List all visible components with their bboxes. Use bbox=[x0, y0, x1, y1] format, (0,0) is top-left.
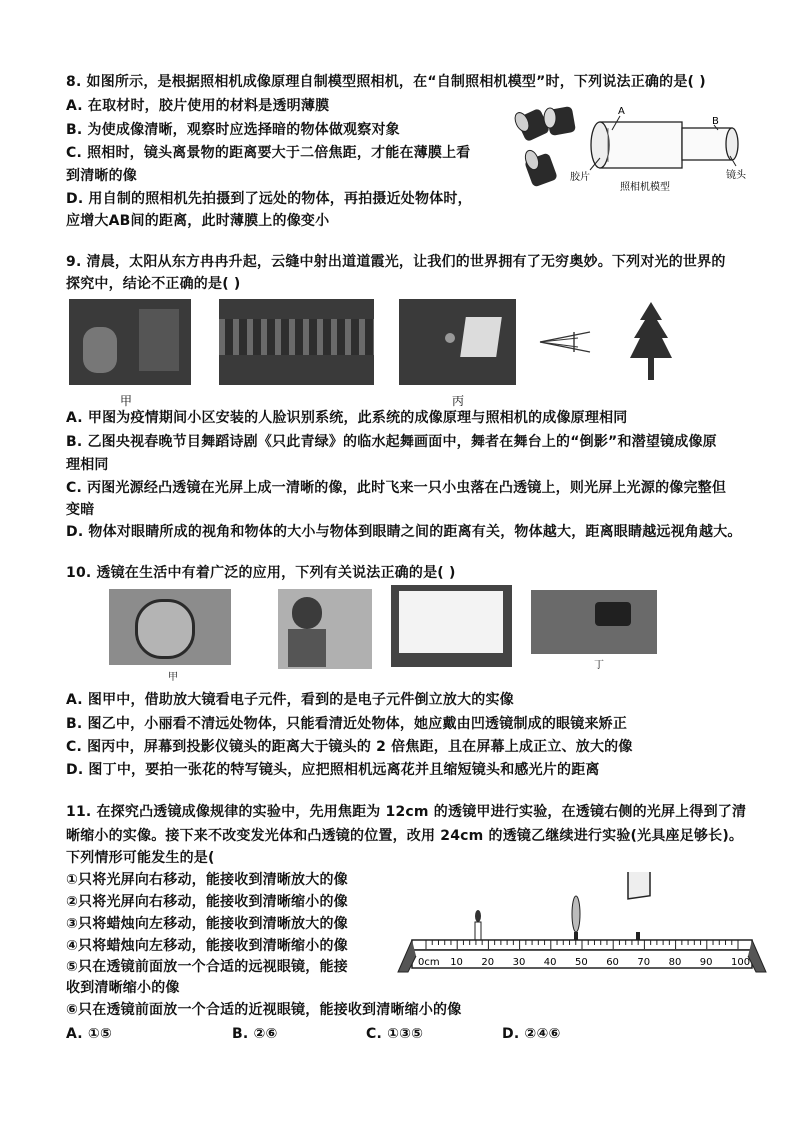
bench-tick-label: 20 bbox=[481, 957, 495, 968]
bench-tick-label: 90 bbox=[699, 957, 713, 968]
q8-option-b: B. 为使成像清晰，观察时应选择暗的物体做观察对象 bbox=[66, 122, 400, 138]
q8-option-d-line1: D. 用自制的照相机先拍摄到了远处的物体，再拍摄近处物体时， bbox=[66, 191, 472, 207]
q9-option-b-line2: 理相同 bbox=[66, 457, 109, 473]
camera-model-caption: 照相机模型 bbox=[620, 182, 670, 193]
bench-tick-label: 10 bbox=[450, 957, 463, 968]
q9-option-a: A. 甲图为疫情期间小区安装的人脸识别系统，此系统的成像原理与照相机的成像原理相同 bbox=[66, 410, 628, 426]
bench-tick-label: 60 bbox=[606, 957, 619, 968]
q10-caption-ding: 丁 bbox=[594, 660, 604, 671]
q11-stem-line1: 11. 在探究凸透镜成像规律的实验中，先用焦距为 12cm 的透镜甲进行实验，在透镜右侧的光屏上得到了清 bbox=[66, 804, 747, 820]
film-roll-3 bbox=[523, 149, 558, 188]
q11-statement-6: ⑥只在透镜前面放一个合适的近视眼镜，能接收到清晰缩小的像 bbox=[66, 1002, 462, 1018]
q9-option-c-line2: 变暗 bbox=[66, 502, 95, 518]
q11-statement-5-line2: 收到清晰缩小的像 bbox=[66, 980, 180, 996]
q10-photo-jia-magnifier bbox=[109, 589, 231, 665]
label-b: B bbox=[712, 116, 719, 127]
q10-option-b: B. 图乙中，小丽看不清远处物体，只能看清近处物体，她应戴由凹透镜制成的眼镜来矫正 bbox=[66, 716, 628, 732]
q8-option-c-line1: C. 照相时，镜头离景物的距离要大于二倍焦距，才能在薄膜上看 bbox=[66, 145, 471, 161]
q11-stem-line3: 下列情形可能发生的是( bbox=[66, 850, 215, 866]
bench-tick-label: 70 bbox=[637, 957, 651, 968]
q11-statement-2: ②只将光屏向右移动，能接收到清晰缩小的像 bbox=[66, 894, 348, 910]
q9-caption-bing: 丙 bbox=[452, 394, 465, 408]
q8-option-c-line2: 到清晰的像 bbox=[66, 168, 137, 184]
bench-tick-label: 80 bbox=[668, 957, 682, 968]
q9-stem-line2: 探究中，结论不正确的是( ) bbox=[66, 276, 241, 292]
q10-stem: 10. 透镜在生活中有着广泛的应用，下列有关说法正确的是( ) bbox=[66, 565, 456, 581]
convex-lens bbox=[572, 896, 580, 940]
label-lens: 镜头 bbox=[726, 170, 746, 181]
bench-tick-label: 40 bbox=[543, 957, 557, 968]
label-film: 胶片 bbox=[570, 172, 590, 183]
q9-photo-yi-dance bbox=[219, 299, 374, 385]
q11-choice-c: C. ①③⑤ bbox=[366, 1026, 424, 1042]
q11-statement-1: ①只将光屏向右移动，能接收到清晰放大的像 bbox=[66, 872, 348, 888]
q9-stem-line1: 9. 清晨，太阳从东方冉冉升起，云缝中射出道道霞光，让我们的世界拥有了无穷奥妙。下列对光的世界的 bbox=[66, 254, 726, 270]
q9-caption-jia: 甲 bbox=[120, 394, 133, 408]
q9-photo-jia-face-recognition bbox=[69, 299, 191, 385]
q10-photo-ding-camera bbox=[531, 590, 657, 654]
tree-icon bbox=[628, 300, 674, 382]
q11-stem-line2: 晰缩小的实像。接下来不改变发光体和凸透镜的位置，改用 24cm 的透镜乙继续进行实验(光具座足够长)。 bbox=[66, 828, 744, 844]
q8-option-d-line2: 应增大AB间的距离，此时薄膜上的像变小 bbox=[66, 213, 330, 229]
bench-zero-label: 0cm bbox=[418, 957, 440, 968]
q8-option-a: A. 在取材时，胶片使用的材料是透明薄膜 bbox=[66, 98, 330, 114]
q10-option-a: A. 图甲中，借助放大镜看电子元件，看到的是电子元件倒立放大的实像 bbox=[66, 692, 514, 708]
q11-statement-4: ④只将蜡烛向左移动，能接收到清晰缩小的像 bbox=[66, 938, 348, 954]
q8-stem: 8. 如图所示，是根据照相机成像原理自制模型照相机，在“自制照相机模型”时，下列说法正确的是( ) bbox=[66, 74, 706, 90]
bench-tick-label: 50 bbox=[575, 957, 588, 968]
light-screen bbox=[628, 872, 650, 940]
q10-option-d: D. 图丁中，要拍一张花的特写镜头，应把照相机远离花并且缩短镜头和感光片的距离 bbox=[66, 762, 600, 778]
q9-option-b-line1: B. 乙图央视春晚节目舞蹈诗剧《只此青绿》的临水起舞画面中，舞者在舞台上的“倒影”和潜望镜成像原 bbox=[66, 434, 717, 450]
q9-option-c-line1: C. 丙图光源经凸透镜在光屏上成一清晰的像，此时飞来一只小虫落在凸透镜上，则光屏上光源的像完整但 bbox=[66, 480, 727, 496]
candle bbox=[475, 910, 481, 940]
q10-option-c: C. 图丙中，屏幕到投影仪镜头的距离大于镜头的 2 倍焦距，且在屏幕上成正立、放大的像 bbox=[66, 739, 633, 755]
q11-choice-a: A. ①⑤ bbox=[66, 1026, 112, 1042]
q9-option-d: D. 物体对眼睛所成的视角和物体的大小与物体到眼睛之间的距离有关，物体越大，距离眼睛越远视角越大。 bbox=[66, 524, 742, 540]
film-roll-2 bbox=[544, 106, 576, 136]
q10-photo-yi-girl bbox=[278, 589, 372, 669]
q11-statement-5-line1: ⑤只在透镜前面放一个合适的远视眼镜，能接 bbox=[66, 959, 348, 975]
bench-tick-label: 30 bbox=[512, 957, 526, 968]
q10-caption-jia: 甲 bbox=[168, 672, 178, 683]
camera-model-figure bbox=[508, 100, 758, 200]
q9-photo-bing-lens-screen bbox=[399, 299, 516, 385]
label-a: A bbox=[618, 106, 625, 117]
q10-photo-bing-projector-screen bbox=[391, 585, 512, 667]
q9-eye-angle-diagram bbox=[538, 330, 594, 354]
optical-bench-figure bbox=[392, 872, 772, 984]
q11-choice-d: D. ②④⑥ bbox=[502, 1026, 561, 1042]
q11-statement-3: ③只将蜡烛向左移动，能接收到清晰放大的像 bbox=[66, 916, 348, 932]
q11-choice-b: B. ②⑥ bbox=[232, 1026, 278, 1042]
bench-tick-label: 100 bbox=[731, 957, 751, 968]
